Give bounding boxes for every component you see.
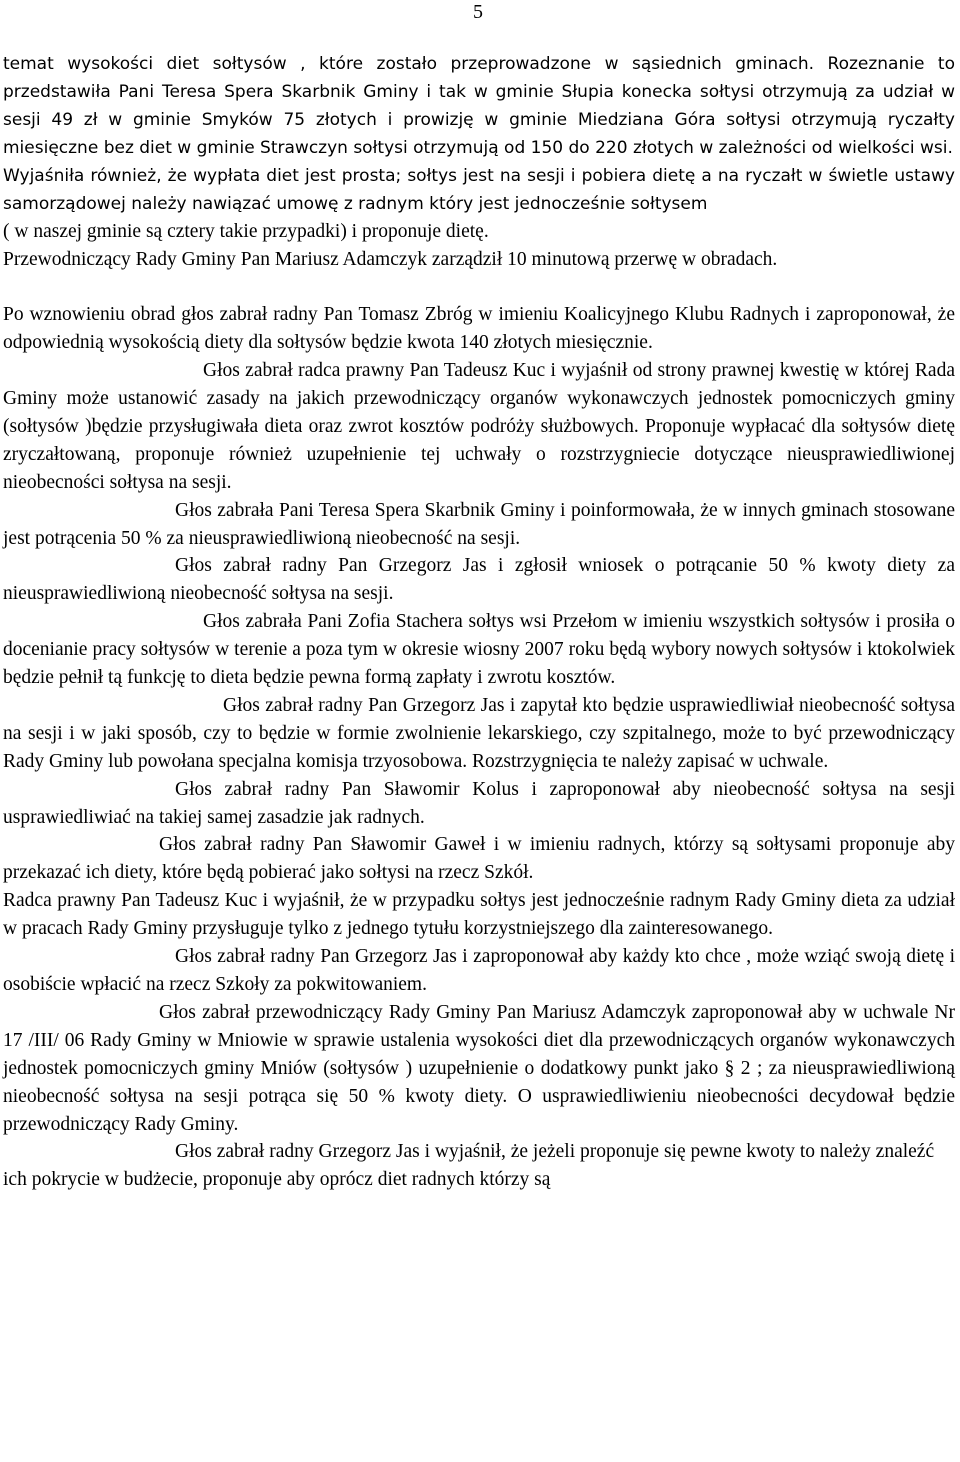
paragraph-adamczyk-proposal: Głos zabrał przewodniczący Rady Gminy Pan Mariusz Adamczyk zaproponował aby w uchwale Nr 17 /III/ 06 Rady Gminy w Mniowie w sprawie ustalenia wysokości diet dla przewodniczących organów wykonawczych jednostek pomocniczych gminy Mniów (sołtysów ) uzupełnienie o dodatkowy punkt jako § 2 ; za nieusprawiedliwioną nieobecność sołtysa na sesji potrąca się 50 % kwoty diety. O usprawiedliwieniu nieobecności decydował będzie przewodniczący Rady Gminy. [3, 1001, 955, 1135]
paragraph-legal-advisor: Głos zabrał radca prawny Pan Tadeusz Kuc i wyjaśnił od strony prawnej kwestię w której Rada Gminy może ustanowić zasady na jakich przewodniczący organów wykonawczych jednostek pomocniczych gminy (sołtysów )będzie przysługiwała dieta oraz zwrot kosztów podróży służbowych. Proponuje wypłacać dla sołtysów dietę zryczałtowaną, proponuje również uzupełnienie tej uchwały o rozstrzygniecie dotyczące nieusprawiedliwionej nieobecności sołtysa na sesji. [3, 360, 955, 493]
paragraph-jas-question: Głos zabrał radny Pan Grzegorz Jas i zapytał kto będzie usprawiedliwiał nieobecność sołtysa na sesji i w jaki sposób, czy to będzie w formie zwolnienie lekarskiego, czy szpitalnego, może to być przewodniczący Rady Gminy lub powołana specjalna komisja trzyosobowa. Rozstrzygnięcia te należy zapisać w uchwale. [3, 694, 955, 772]
paragraph-gap [3, 274, 955, 301]
paragraph-diet-survey: temat wysokości diet sołtysów , które zostało przeprowadzone w sąsiednich gminach. Rozeznanie to przedstawiła Pani Teresa Spera Skarbnik Gminy i tak w gminie Słupia konecka sołtysi otrzymują za udział w sesji 49 zł w gminie Smyków 75 złotych i prowizję w gminie Miedziana Góra sołtysi otrzymują ryczałty miesięczne bez diet w gminie Strawczyn sołtysi otrzymują od 150 do 220 złotych w zależności od wielkości wsi. [3, 54, 955, 158]
page-number: 5 [473, 1, 483, 23]
paragraph-kolus: Głos zabrał radny Pan Sławomir Kolus i zaproponował aby nieobecność sołtysa na sesji usprawiedliwiać na takiej samej zasadzie jak radnych. [3, 778, 955, 828]
paragraph-stachera: Głos zabrała Pani Zofia Stachera sołtys wsi Przełom w imieniu wszystkich sołtysów i prosiła o docenianie pracy sołtysów w terenie a poza tym w okresie wiosny 2007 roku będą wybory nowych sołtysów i ktokolwiek będzie pełnił tą funkcję to dieta będzie pewna formą zapłaty i zwrotu kosztów. [3, 611, 955, 689]
paragraph-kuc-explanation: Radca prawny Pan Tadeusz Kuc i wyjaśnił, że w przypadku sołtys jest jednocześnie radnym Rady Gminy dieta za udział w pracach Rady Gminy przysługuje tylko z jednego tytułu korzystniejszego dla zainteresowanego. [3, 890, 955, 940]
paragraph-jas-budget: Głos zabrał radny Grzegorz Jas i wyjaśnił, że jeżeli proponuje się pewne kwoty to należy znaleźć ich pokrycie w budżecie, proponuje aby oprócz diet radnych którzy są [3, 1141, 935, 1191]
paragraph-cases-note: ( w naszej gminie są cztery takie przypadki) i proponuje dietę. [3, 221, 489, 243]
paragraph-gawel: Głos zabrał radny Pan Sławomir Gaweł i w imieniu radnych, którzy są sołtysami proponuje aby przekazać ich diety, które będą pobierać jako sołtysi na rzecz Szkół. [3, 834, 955, 884]
paragraph-explanation: Wyjaśniła również, że wypłata diet jest prosta; sołtys jest na sesji i pobiera dietę a na ryczałt w świetle ustawy samorządowej należy nawiązać umowę z radnym który jest jednocześnie sołtysem [3, 165, 955, 214]
paragraph-break-announcement: Przewodniczący Rady Gminy Pan Mariusz Adamczyk zarządził 10 minutową przerwę w obradach. [3, 249, 778, 271]
paragraph-jas-proposal: Głos zabrał radny Pan Grzegorz Jas i zaproponował aby każdy kto chce , może wziąć swoją dietę i osobiście wpłacić na rzecz Szkoły za pokwitowaniem. [3, 946, 955, 995]
paragraph-resumption: Po wznowieniu obrad głos zabrał radny Pan Tomasz Zbróg w imieniu Koalicyjnego Klubu Radnych i zaproponował, że odpowiednią wysokością diety dla sołtysów będzie kwota 140 złotych miesięcznie. [3, 304, 955, 354]
document-body [3, 51, 955, 1194]
paragraph-jas-motion: Głos zabrał radny Pan Grzegorz Jas i zgłosił wniosek o potrącanie 50 % kwoty diety za nieusprawiedliwioną nieobecność sołtysa na sesji. [3, 555, 955, 605]
paragraph-treasurer: Głos zabrała Pani Teresa Spera Skarbnik Gminy i poinformowała, że w innych gminach stosowane jest potrącenia 50 % za nieusprawiedliwioną nieobecność na sesji. [3, 499, 955, 549]
